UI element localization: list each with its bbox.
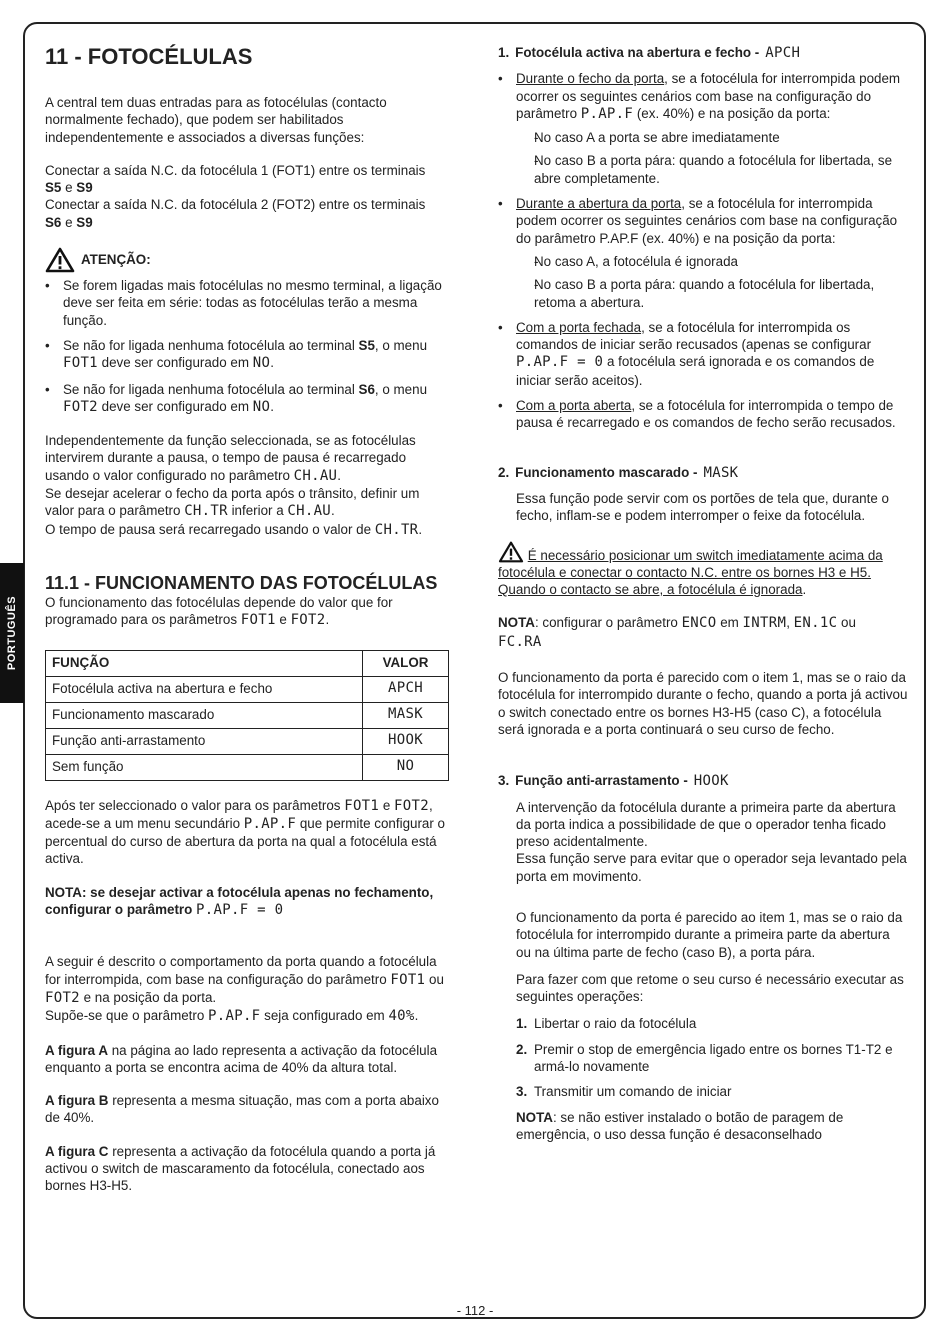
pause-paragraph: Independentemente da função seleccionada, se as fotocélulas intervirem durante a pausa, o tempo de pausa é recarregado usando o valor configurado no parâmetro CH.AU. (45, 433, 416, 484)
figure-b-paragraph: A figura B representa a mesma situação, mas com a porta abaixo de 40%. (45, 1093, 439, 1126)
table-cell: APCH (363, 676, 449, 702)
warning-icon (498, 541, 524, 563)
section-3-text: O funcionamento da porta é parecido ao item 1, mas se o raio da fotocélula for interrompido durante a primeira parte da abertura ou na última parte de fecho (caso B), a porta pára. (516, 909, 903, 960)
assumption-paragraph: Supõe-se que o parâmetro P.AP.F seja configurado em 40%. (45, 1008, 419, 1025)
language-label: PORTUGUÊS (6, 595, 18, 671)
table-cell: MASK (363, 702, 449, 728)
section-2-nota: NOTA: configurar o parâmetro ENCO em INTRM, EN.1C ou FC.RA (498, 615, 856, 650)
right-column (498, 44, 908, 1143)
table-header: VALOR (363, 650, 449, 676)
attention-label: ATENÇÃO: (81, 252, 151, 268)
page-number: - 112 - (456, 1303, 494, 1318)
left-column (45, 44, 450, 1195)
list-item: • Se não for ligada nenhuma fotocélula ao terminal S5, o menu FOT1 deve ser configurado em NO. (45, 337, 450, 373)
table-cell: Função anti-arrastamento (46, 728, 363, 754)
function-table (45, 650, 449, 781)
list-item: • Se forem ligadas mais fotocélulas no mesmo terminal, a ligação deve ser feita em série: todas as fotocélulas terão a mesma função. (45, 277, 450, 329)
list-item: • Durante o fecho da porta, se a fotocélula for interrompida podem ocorrer os seguintes cenários com base na configuração do parâmetro P.AP.F (ex. 40%) e na posição da porta: - No caso A a porta se abre imediatamente - No caso B a porta pára: quando a fotocélula for libertada, se abre completamente. (498, 70, 908, 187)
section-3-text: A intervenção da fotocélula durante a primeira parte da abertura da porta indica a possibilidade de que o operador tenha ficado preso acidentalmente. (516, 799, 896, 850)
table-cell: NO (363, 754, 449, 780)
nota-paragraph: NOTA: se desejar activar a fotocélula apenas no fechamento, configurar o parâmetro P.AP.F = 0 (45, 884, 434, 919)
subsection-intro: O funcionamento das fotocélulas depende do valor que for programado para os parâmetros FOT1 e FOT2. (45, 594, 393, 629)
section-2-warning: É necessário posicionar um switch imediatamente acima da fotocélula e conectar o contacto N.C. entre os bornes H3 e H5. Quando o contacto se abre, a fotocélula é ignorada. (498, 541, 908, 599)
table-row (46, 754, 449, 780)
section-3-text: Para fazer com que retome o seu curso é necessário executar as seguintes operações: (516, 971, 904, 1005)
subsection-title: 11.1 - FUNCIONAMENTO DAS FOTOCÉLULAS (45, 572, 438, 593)
section-title: 11 - FOTOCÉLULAS (45, 44, 253, 69)
table-cell: HOOK (363, 728, 449, 754)
after-selection-paragraph: Após ter seleccionado o valor para os parâmetros FOT1 e FOT2, acede-se a um menu secundário P.AP.F que permite configurar o percentual do curso de abertura da porta na qual a fotocélula está activa. (45, 797, 445, 867)
section-2-heading: 2. Funcionamento mascarado - MASK (498, 464, 739, 481)
table-cell: Fotocélula activa na abertura e fecho (46, 676, 363, 702)
connection-fot1: Conectar a saída N.C. da fotocélula 1 (FOT1) entre os terminais S5 e S9 (45, 162, 426, 196)
case-item: - No caso A a porta se abre imediatamente (516, 129, 908, 146)
table-header: FUNÇÃO (46, 650, 363, 676)
case-item: - No caso B a porta pára: quando a fotocélula for libertada, retoma a abertura. (516, 276, 908, 311)
table-row (46, 728, 449, 754)
step-item: 3. Transmitir um comando de iniciar (516, 1084, 732, 1100)
table-row (46, 676, 449, 702)
figure-c-paragraph: A figura C representa a activação da fotocélula quando a porta já activou o switch de mascaramento da fotocélula, conectado aos bornes H3-H5. (45, 1143, 436, 1194)
accel-paragraph: Se desejar acelerar o fecho da porta após o trânsito, definir um valor para o parâmetro CH.TR inferior a CH.AU. (45, 486, 420, 520)
table-row (46, 702, 449, 728)
language-tab (0, 563, 24, 703)
section-2-text: Essa função pode servir com os portões de tela que, durante o fecho, inflam-se e podem interromper o feixe da fotocélula. (516, 490, 889, 524)
figure-a-paragraph: A figura A na página ao lado representa a activação da fotocélula enquanto a porta se encontra acima de 40% da altura total. (45, 1042, 438, 1075)
section-3-text: Essa função serve para evitar que o operador seja levantado pela porta em movimento. (516, 851, 907, 884)
connection-fot2: Conectar a saída N.C. da fotocélula 2 (FOT2) entre os terminais S6 e S9 (45, 197, 426, 230)
list-item: • Se não for ligada nenhuma fotocélula ao terminal S6, o menu FOT2 deve ser configurado em NO. (45, 381, 450, 417)
list-item: • Com a porta fechada, se a fotocélula for interrompida os comandos de iniciar serão recusados (apenas se configurar P.AP.F = 0 a fotocélula será ignorada e os comandos de iniciar serão aceitos). (498, 319, 908, 389)
list-item: • Com a porta aberta, se a fotocélula for interrompida o tempo de pausa é recarregado e os comandos de fecho serão recusados. (498, 397, 908, 432)
warning-icon (45, 247, 75, 273)
table-header-row (46, 650, 449, 676)
step-item: 1. Libertar o raio da fotocélula (516, 1016, 697, 1032)
case-item: - No caso A, a fotocélula é ignorada (516, 253, 908, 270)
intro-paragraph: A central tem duas entradas para as fotocélulas (contacto normalmente fechado), que podem ser habilitados independentemente e associados a diversas funções: (45, 95, 387, 145)
step-item: 2. Premir o stop de emergência ligado entre os bornes T1-T2 e armá-lo novamente (516, 1041, 893, 1075)
section-1-list (498, 70, 908, 431)
section-1-heading: 1. Fotocélula activa na abertura e fecho - APCH (498, 45, 801, 61)
section-2-function: O funcionamento da porta é parecido com o item 1, mas se o raio da fotocélula for interrompido durante o fecho, quando a porta já activou o switch conectado entre os bornes H3-H5 (caso C), a fotocélula será ignorada e a porta continuará o seu curso de fecho. (498, 670, 908, 737)
description-paragraph: A seguir é descrito o comportamento da porta quando a fotocélula for interrompida, com base na configuração do parâmetro FOT1 ou FOT2 e na posição da porta. (45, 954, 444, 1006)
table-cell: Funcionamento mascarado (46, 702, 363, 728)
case-item: - No caso B a porta pára: quando a fotocélula for libertada, se abre completamente. (516, 152, 908, 187)
attention-list (45, 277, 450, 416)
attention-heading (45, 247, 450, 273)
section-3-heading: 3. Função anti-arrastamento - HOOK (498, 773, 729, 790)
list-item: • Durante a abertura da porta, se a fotocélula for interrompida podem ocorrer os seguintes cenários com base na configuração do parâmetro P.AP.F (ex. 40%) e na posição da porta: - No caso A, a fotocélula é ignorada - No caso B a porta pára: quando a fotocélula for libertada, retoma a abertura. (498, 195, 908, 311)
table-cell: Sem função (46, 754, 363, 780)
section-3-nota: NOTA: se não estiver instalado o botão de paragem de emergência, o uso dessa função é desaconselhado (516, 1109, 844, 1142)
reload-paragraph: O tempo de pausa será recarregado usando o valor de CH.TR. (45, 521, 423, 538)
